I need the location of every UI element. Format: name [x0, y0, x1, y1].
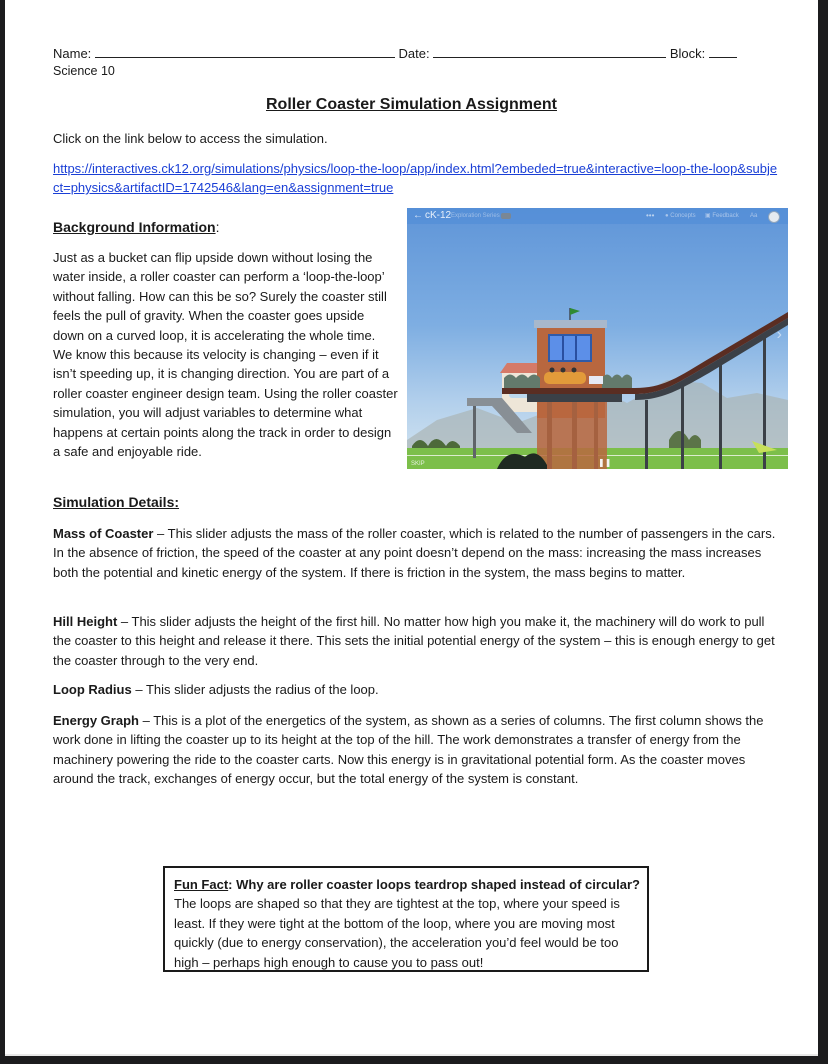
series-badge	[501, 213, 511, 219]
simulation-details-heading: Simulation Details:	[53, 494, 180, 510]
student-info-line	[53, 44, 737, 64]
background-heading: Background Information:	[53, 219, 220, 235]
date-label: Date:	[398, 46, 430, 61]
fun-fact-box	[163, 866, 649, 972]
font-size-button[interactable]: Aa	[750, 213, 758, 219]
feedback-button[interactable]: ▣ Feedback	[705, 213, 739, 219]
background-body: Just as a bucket can flip upside down without losing the water inside, a roller coaster can perform a ‘loop-the-loop’ without falling. How can this be so? Surely the coaster still feels the pull of gravity. When the coaster goes upside down on a curved loop, it is accelerating the whole time. We know this because its velocity is changing – even if it isn’t speeding up, it is changing direction. You are part of a roller coaster engineer design team. Using the roller coaster simulation, you will adjust variables to determine what happens at certain points along the track in order to design a safe and enjoyable ride.	[53, 250, 398, 460]
series-label: Exploration Series	[451, 213, 500, 219]
name-field[interactable]	[95, 45, 395, 58]
avatar[interactable]	[768, 211, 780, 223]
pause-icon[interactable]: ❚❚	[598, 458, 612, 467]
detail-loop-radius: Loop Radius – This slider adjusts the radius of the loop.	[53, 682, 379, 697]
simulation-link[interactable]: https://interactives.ck12.org/simulations/physics/loop-the-loop/app/index.html?embeded=true&interactive=loop-the-loop&subject=physics&artifactID=1742546&lang=en&assignment=true	[53, 161, 778, 195]
skip-button[interactable]: SKIP	[411, 461, 425, 467]
concepts-button[interactable]: ● Concepts	[665, 213, 696, 219]
worksheet-page	[5, 0, 818, 1056]
coaster-scene-illustration	[407, 208, 788, 469]
intro-text: Click on the link below to access the simulation.	[53, 131, 328, 146]
detail-hill-height: Hill Height – This slider adjusts the height of the first hill. No matter how high you make it, the machinery will do work to pull the coaster to this height and release it there. This sets the initial potential energy of the system – this is enough energy to get the coaster through to the very end.	[53, 614, 775, 668]
simulation-screenshot	[407, 208, 788, 469]
date-field[interactable]	[433, 45, 666, 58]
back-arrow-icon[interactable]: ←	[413, 210, 423, 221]
more-menu-icon[interactable]: •••	[646, 211, 655, 220]
chevron-right-icon[interactable]: ›	[776, 326, 782, 343]
detail-energy-graph: Energy Graph – This is a plot of the energetics of the system, as shown as a series of columns. The first column shows the work done in lifting the coaster up to its height at the top of the hill. The work demonstrates a transfer of energy from the machinery powering the ride to the coaster carts. Now this energy is in gravitational potential form. As the coaster moves around the track, exchanges of energy occur, but the total energy of the system is constant.	[53, 713, 764, 787]
block-field[interactable]	[709, 45, 737, 58]
course-name: Science 10	[53, 64, 115, 78]
page-title: Roller Coaster Simulation Assignment	[265, 96, 557, 113]
ck12-logo: cK-12	[425, 210, 452, 221]
block-label: Block:	[669, 46, 706, 61]
fun-fact-text: Fun Fact: Why are roller coaster loops teardrop shaped instead of circular? The loops are shaped so that they are tightest at the top, where your speed is least. If they were tight at the bottom of the loop, where you are moving most quickly (due to energy conservation), the acceleration you’d feel would be too high – perhaps high enough to cause you to pass out!	[174, 877, 640, 970]
detail-mass-of-coaster: Mass of Coaster – This slider adjusts the mass of the roller coaster, which is related to the number of passengers in the cars. In the absence of friction, the speed of the coaster at any point doesn’t depend on the mass: increasing the mass increases both the potential and kinetic energy of the system. If there is friction in the system, the mass begins to matter.	[53, 526, 776, 580]
simulation-header-bar	[407, 208, 788, 224]
name-label: Name:	[53, 46, 92, 61]
